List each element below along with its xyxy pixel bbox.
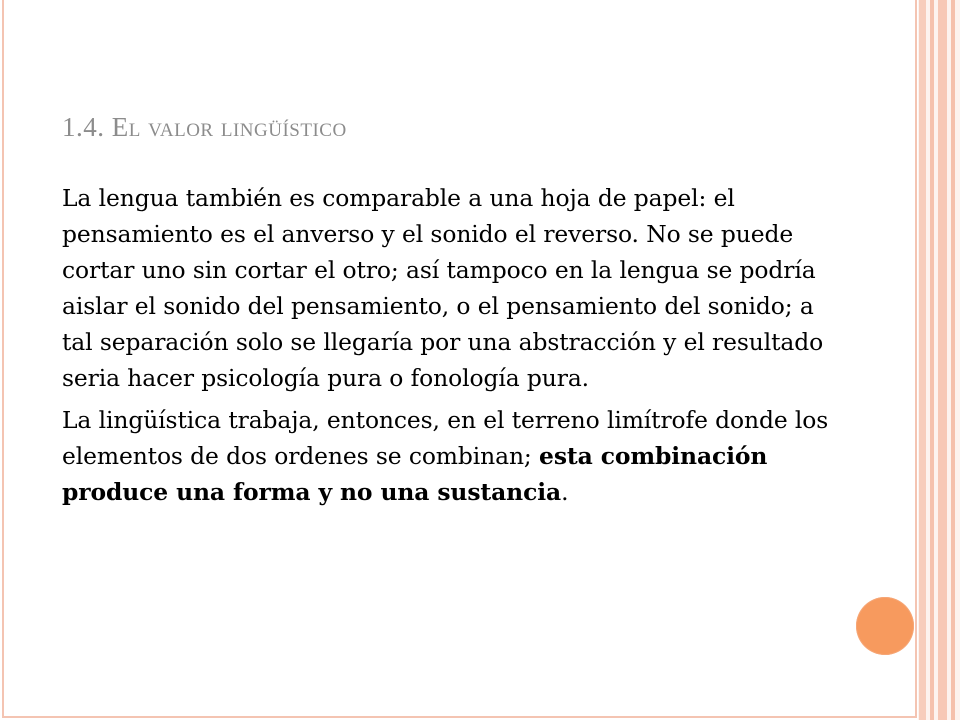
stripe <box>930 0 934 720</box>
slide-title: 1.4. El valor lingüístico <box>62 112 347 142</box>
stripe <box>938 0 947 720</box>
stripe <box>919 0 926 720</box>
paragraph-2-text-before: La lingüística trabaja, entonces, en el terreno limítrofe donde los elementos de dos ordenes se combinan; <box>62 406 829 470</box>
slide-body <box>62 180 832 516</box>
paragraph-2 <box>62 402 832 510</box>
decorative-side-stripes <box>918 0 960 720</box>
paragraph-2-bold-text: esta combinación produce una forma y no una sustancia <box>62 442 768 506</box>
paragraph-1: La lengua también es comparable a una hoja de papel: el pensamiento es el anverso y el sonido el reverso. No se puede cortar uno sin cortar el otro; así tampoco en la lengua se podría aislar el sonido del pensamiento, o el pensamiento del sonido; a tal separación solo se llegaría por una abstracción y el resultado seria hacer psicología pura o fonología pura. <box>62 184 824 392</box>
stripe <box>951 0 955 720</box>
paragraph-2-text-after: . <box>561 478 569 506</box>
orange-circle-decoration <box>856 597 914 655</box>
